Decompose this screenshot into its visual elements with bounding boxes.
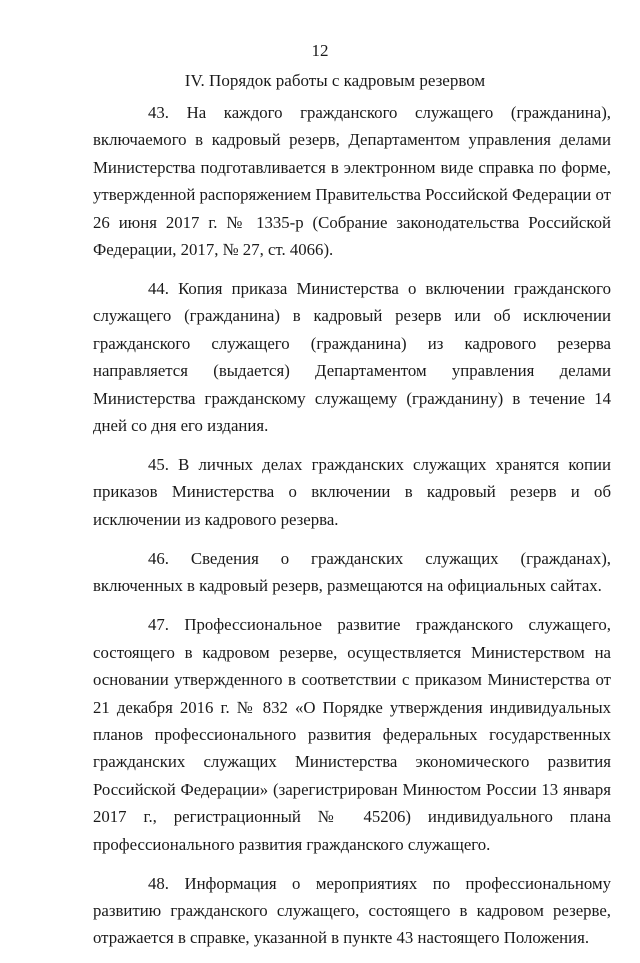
paragraph-44: 44. Копия приказа Министерства о включении гражданского служащего (гражданина) в кадровый резерв или об исключении гражданского служащего (гражданина) из кадрового резерва направляется (выдается) Департаментом управления делами Министерства гражданскому служащему (гражданину) в течение 14 дней со дня его издания. xyxy=(93,279,611,436)
page-number: 12 xyxy=(311,41,329,60)
document-body xyxy=(93,99,611,963)
paragraph-46: 46. Сведения о гражданских служащих (гражданах), включенных в кадровый резерв, размещаются на официальных сайтах. xyxy=(93,548,611,596)
paragraph-47: 47. Профессиональное развитие гражданского служащего, состоящего в кадровом резерве, осуществляется Министерством на основании утвержденного в соответствии с приказом Министерства от 21 декабря 2016 г. № 832 «О Порядке утверждения индивидуальных планов профессионального развития федеральных государственных гражданских служащих Министерства экономического развития Российской Федерации» (зарегистрирован Минюстом России 13 января 2017 г., регистрационный № 45206) индивидуального плана профессионального развития гражданского служащего. xyxy=(93,615,611,854)
section-title: IV. Порядок работы с кадровым резервом xyxy=(184,71,486,90)
paragraph-43: 43. На каждого гражданского служащего (гражданина), включаемого в кадровый резерв, Департаментом управления делами Министерства подготавливается в электронном виде справка по форме, утвержденной распоряжением Правительства Российской Федерации от 26 июня 2017 г. № 1335-р (Собрание законодательства Российской Федерации, 2017, № 27, ст. 4066). xyxy=(93,103,611,260)
paragraph-45: 45. В личных делах гражданских служащих хранятся копии приказов Министерства о включении в кадровый резерв и об исключении из кадрового резерва. xyxy=(93,455,611,529)
paragraph-48: 48. Информация о мероприятиях по профессиональному развитию гражданского служащего, состоящего в кадровом резерве, отражается в справке, указанной в пункте 43 настоящего Положения. xyxy=(93,873,611,948)
